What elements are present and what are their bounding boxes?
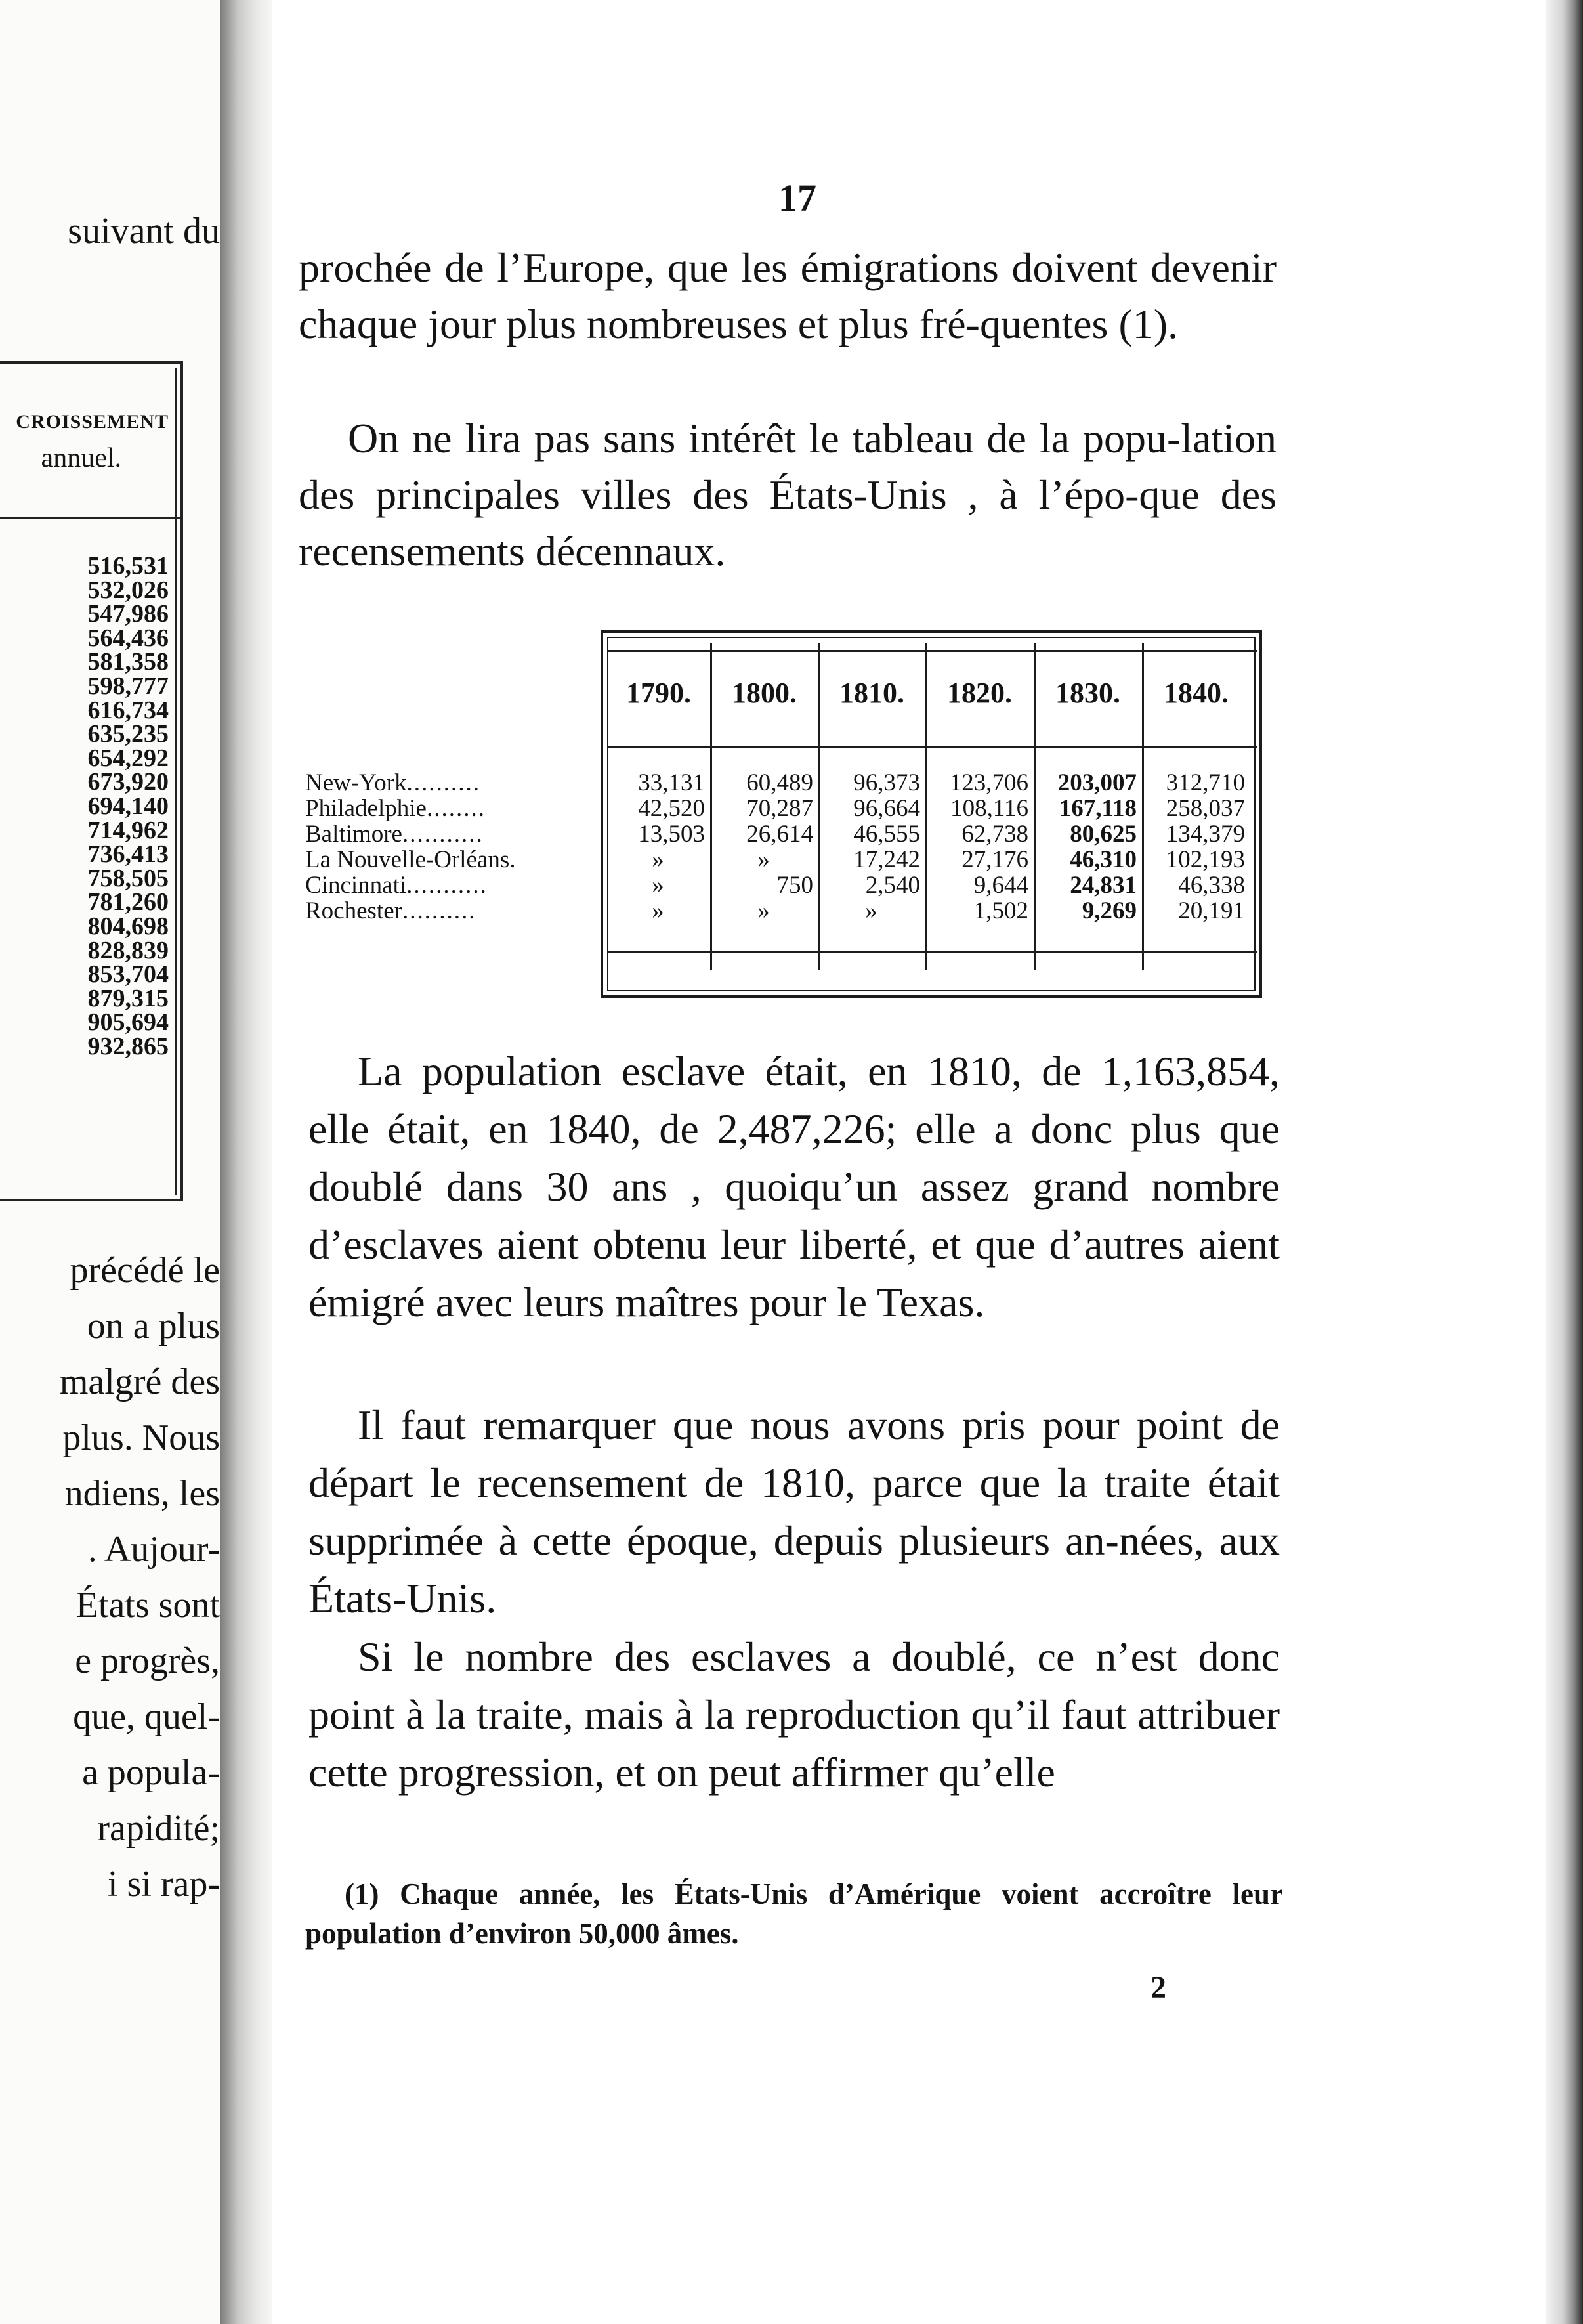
previous-page-fragment: [0, 0, 220, 2324]
table-cell: »: [757, 897, 770, 924]
table-row-rule: [607, 951, 1257, 953]
table-cell: 167,118: [1059, 795, 1137, 822]
table-cell: 258,037: [1166, 795, 1245, 822]
left-table-value: 828,839: [87, 936, 169, 964]
table-cell: 24,831: [1070, 872, 1137, 899]
left-page-line: e progrès,: [75, 1641, 220, 1681]
left-table-value: 616,734: [87, 696, 169, 724]
left-page-line: on a plus: [87, 1306, 220, 1346]
page-edge-shadow: [1546, 0, 1583, 2324]
left-table-value: 564,436: [87, 624, 169, 652]
left-table-subheader: annuel.: [41, 443, 121, 473]
table-leader-dots: ...........: [406, 873, 488, 897]
table-city-name: La Nouvelle-Orléans.: [305, 848, 516, 872]
left-page-line: que, quel-: [73, 1696, 220, 1737]
table-cell: 108,116: [950, 795, 1028, 822]
footnote: [305, 1874, 1283, 1953]
table-cell: 70,287: [746, 795, 813, 822]
table-cell: 42,520: [638, 795, 705, 822]
table-year-header: 1800.: [732, 677, 797, 709]
table-cell: »: [652, 846, 664, 873]
table-city-label: [305, 796, 594, 821]
table-cell: 123,706: [949, 769, 1028, 796]
table-cell: 102,193: [1166, 846, 1245, 873]
paragraph-2: [299, 410, 1277, 580]
table-cell: 17,242: [853, 846, 920, 873]
table-city-label: [305, 899, 594, 923]
table-cell: 203,007: [1057, 769, 1137, 796]
table-year-header: 1810.: [839, 677, 904, 709]
page-number: 17: [778, 177, 816, 219]
table-city-name: Baltimore: [305, 822, 402, 846]
table-year-header: 1820.: [947, 677, 1012, 709]
table-cell: »: [652, 872, 664, 899]
table-cell: 33,131: [638, 769, 705, 796]
book-gutter: [220, 0, 272, 2324]
table-city-name: Cincinnati: [305, 873, 407, 897]
left-page-line: . Aujour-: [87, 1529, 220, 1570]
table-cell: 96,664: [853, 795, 920, 822]
left-table-value: 804,698: [87, 912, 169, 940]
table-row-rule: [607, 650, 1257, 652]
left-page-line: rapidité;: [97, 1808, 220, 1849]
left-table-value: 654,292: [87, 744, 169, 772]
table-city-label: [305, 822, 594, 846]
signature-mark: 2: [1150, 1970, 1166, 2005]
paragraph-4-text: Il faut remarquer que nous avons pris pour point de départ le recensement de 1810, parce que la traite était supprimée à cette époque, depuis plusieurs an-nées, aux États-Unis.: [308, 1402, 1280, 1622]
left-table-value: 516,531: [87, 552, 169, 580]
table-leader-dots: ..........: [402, 899, 476, 923]
table-year-header: 1830.: [1055, 677, 1120, 709]
main-page: [272, 0, 1546, 2324]
left-table-value: 781,260: [87, 888, 169, 916]
left-page-line: États sont: [75, 1585, 220, 1625]
left-table-value: 532,026: [87, 576, 169, 604]
left-page-line: plus. Nous: [62, 1417, 220, 1458]
table-cell: »: [757, 846, 770, 873]
left-table-value: 736,413: [87, 840, 169, 869]
left-table-value: 635,235: [87, 720, 169, 748]
table-cell: 80,625: [1070, 821, 1137, 848]
left-table-header-rule: [0, 517, 180, 519]
table-cell: 9,644: [973, 872, 1028, 899]
left-table-value: 853,704: [87, 960, 169, 989]
table-cell: 1,502: [973, 897, 1028, 924]
left-page-table: [0, 361, 183, 1201]
table-cell: »: [865, 897, 877, 924]
left-table-values: [88, 554, 169, 1058]
table-cell: 46,338: [1178, 872, 1245, 899]
paragraph-5-text: Si le nombre des esclaves a doublé, ce n’est donc point à la traite, mais à la reproduction qu’il faut attribuer cette progression, et on peut affirmer qu’elle: [308, 1633, 1280, 1796]
table-city-label: [305, 848, 594, 872]
paragraph-2-text: On ne lira pas sans intérêt le tableau de la popu-lation des principales villes des États-Unis , à l’épo-que des recensements décennaux.: [299, 415, 1277, 574]
left-table-value: 598,777: [87, 672, 169, 700]
left-table-value: 673,920: [87, 768, 169, 796]
left-page-line: ndiens, les: [64, 1473, 220, 1514]
table-cell: 60,489: [746, 769, 813, 796]
table-leader-dots: ..........: [406, 771, 481, 795]
left-table-value: 581,358: [87, 648, 169, 676]
left-page-line: malgré des: [59, 1362, 220, 1402]
table-cell: 20,191: [1178, 897, 1245, 924]
table-cell: 46,555: [853, 821, 920, 848]
table-cell: 27,176: [961, 846, 1028, 873]
table-cell: 46,310: [1070, 846, 1137, 873]
paragraph-1: prochée de l’Europe, que les émigrations doivent devenir chaque jour plus nombreuses et plus fré-quentes (1).: [299, 244, 1277, 347]
left-table-value: 758,505: [87, 864, 169, 892]
table-cell: 96,373: [853, 769, 920, 796]
table-city-label: [305, 873, 594, 897]
table-cell: 9,269: [1082, 897, 1137, 924]
table-cell: 13,503: [638, 821, 705, 848]
table-cell: 750: [776, 872, 813, 899]
paragraph-3-text: La population esclave était, en 1810, de 1,163,854, elle était, en 1840, de 2,487,226; elle a donc plus que doublé dans 30 ans , quoiqu’un assez grand nombre d’esclaves aient obtenu leur liberté, et que d’autres aient émigré avec leurs maîtres pour le Texas.: [308, 1048, 1280, 1325]
table-cell: »: [652, 897, 664, 924]
left-page-line: précédé le: [70, 1250, 220, 1291]
left-table-value: 905,694: [87, 1008, 169, 1037]
paragraph-3: [308, 1043, 1280, 1331]
left-table-value: 694,140: [87, 792, 169, 820]
left-page-line: i si rap-: [107, 1864, 220, 1904]
table-cell: 2,540: [865, 872, 920, 899]
table-cell: 26,614: [746, 821, 813, 848]
paragraph-5: [308, 1628, 1280, 1801]
table-year-header: 1790.: [626, 677, 691, 709]
table-leader-dots: ...........: [402, 822, 484, 846]
table-leader-dots: ........: [426, 796, 486, 821]
table-city-name: Philadelphie: [305, 796, 427, 821]
left-table-value: 547,986: [87, 600, 169, 628]
population-table: [272, 630, 1263, 998]
table-cell: 134,379: [1166, 821, 1245, 848]
table-cell: 312,710: [1166, 769, 1245, 796]
left-table-value: 932,865: [87, 1032, 169, 1060]
left-page-line: a popula-: [82, 1752, 220, 1793]
left-table-header: CROISSEMENT: [16, 411, 169, 433]
table-city-label: [305, 771, 594, 795]
footnote-text: (1) Chaque année, les États-Unis d’Amérique voient accroître leur population d’environ 50,000 âmes.: [305, 1878, 1283, 1950]
table-row-rule: [607, 746, 1257, 748]
table-city-name: New-York: [305, 771, 407, 795]
left-page-top-text: suivant du: [68, 211, 220, 251]
table-year-header: 1840.: [1164, 677, 1229, 709]
left-table-value: 714,962: [87, 816, 169, 844]
table-city-name: Rochester: [305, 899, 402, 923]
left-table-value: 879,315: [87, 984, 169, 1012]
paragraph-4: [308, 1396, 1280, 1627]
table-cell: 62,738: [961, 821, 1028, 848]
